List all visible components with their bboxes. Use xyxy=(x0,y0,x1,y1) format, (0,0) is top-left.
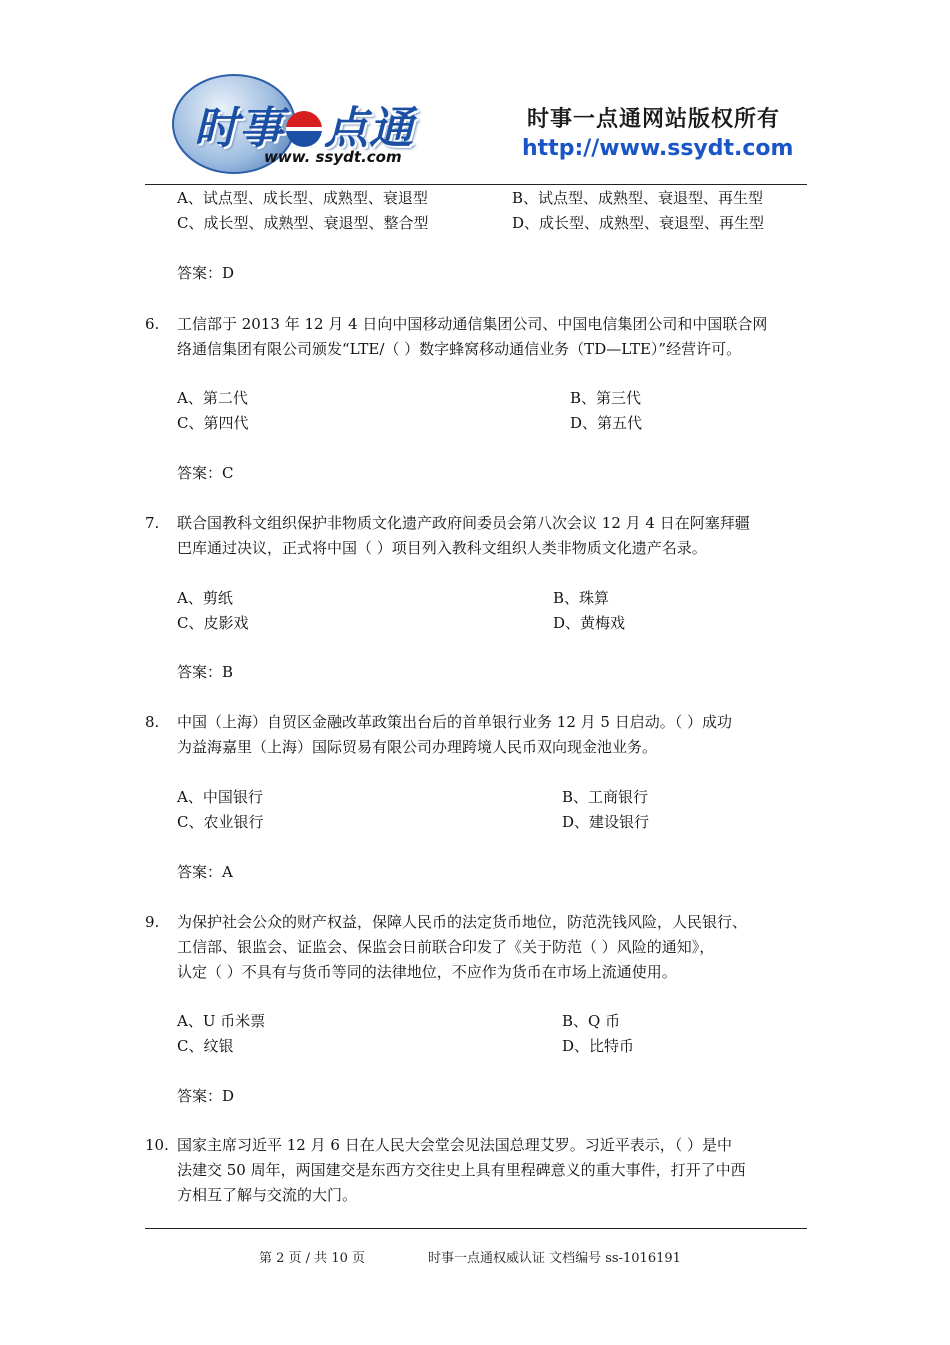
question-text-line: 巴库通过决议，正式将中国（ ）项目列入教科文组织人类非物质文化遗产名录。 xyxy=(177,539,707,557)
prev-option-b: B、试点型、成熟型、衰退型、再生型 xyxy=(512,189,764,207)
option-c: C、纹银 xyxy=(177,1037,234,1055)
prev-option-d: D、成长型、成熟型、衰退型、再生型 xyxy=(512,214,765,232)
question-number: 7. xyxy=(145,514,160,532)
prev-option-c: C、成长型、成熟型、衰退型、整合型 xyxy=(177,214,429,232)
option-c: C、农业银行 xyxy=(177,813,264,831)
document-certification: 时事一点通权威认证 文档编号 ss-1016191 xyxy=(428,1251,681,1266)
answer: 答案：C xyxy=(177,464,234,482)
question-number: 9. xyxy=(145,913,160,931)
question-text-line: 为保护社会公众的财产权益，保障人民币的法定货币地位，防范洗钱风险，人民银行、 xyxy=(177,913,748,931)
option-d: D、建设银行 xyxy=(562,813,650,831)
footer-divider xyxy=(145,1228,807,1229)
logo-wordmark-prefix: 时事 xyxy=(194,103,284,154)
option-a: A、第二代 xyxy=(177,389,248,407)
option-b: B、工商银行 xyxy=(562,788,649,806)
answer: 答案：B xyxy=(177,663,234,681)
logo-wordmark xyxy=(194,92,414,156)
option-b: B、第三代 xyxy=(570,389,642,407)
prev-option-a: A、试点型、成长型、成熟型、衰退型 xyxy=(177,189,428,207)
option-d: D、黄梅戏 xyxy=(553,614,626,632)
option-d: D、比特币 xyxy=(562,1037,635,1055)
option-b: B、珠算 xyxy=(553,589,610,607)
question-number: 8. xyxy=(145,713,160,731)
logo-dot-icon xyxy=(286,111,322,147)
option-b: B、Q 币 xyxy=(562,1012,621,1030)
option-c: C、皮影戏 xyxy=(177,614,249,632)
prev-answer: 答案：D xyxy=(177,264,235,282)
option-a: A、U 币米票 xyxy=(177,1012,266,1030)
question-number: 10. xyxy=(145,1136,169,1154)
answer: 答案：D xyxy=(177,1087,235,1105)
option-a: A、剪纸 xyxy=(177,589,233,607)
question-text-line: 认定（ ）不具有与货币等同的法律地位，不应作为货币在市场上流通使用。 xyxy=(177,963,677,981)
page-number: 第 2 页 / 共 10 页 xyxy=(259,1251,365,1266)
logo-wordmark-suffix: 点通 xyxy=(324,103,414,154)
answer: 答案：A xyxy=(177,863,233,881)
question-text-line: 中国（上海）自贸区金融改革政策出台后的首单银行业务 12 月 5 日启动。（ ）成功 xyxy=(177,713,732,731)
question-text-line: 联合国教科文组织保护非物质文化遗产政府间委员会第八次会议 12 月 4 日在阿塞拜疆 xyxy=(177,514,750,532)
header-divider xyxy=(145,184,807,185)
question-text-line: 法建交 50 周年，两国建交是东西方交往史上具有里程碑意义的重大事件，打开了中西 xyxy=(177,1161,746,1179)
option-d: D、第五代 xyxy=(570,414,643,432)
option-a: A、中国银行 xyxy=(177,788,263,806)
question-text-line: 工信部、银监会、证监会、保监会日前联合印发了《关于防范（ ）风险的通知》， xyxy=(177,938,715,956)
logo-url: www. ssydt.com xyxy=(264,148,402,166)
question-number: 6. xyxy=(145,315,160,333)
site-logo xyxy=(172,70,442,182)
question-text-line: 工信部于 2013 年 12 月 4 日向中国移动通信集团公司、中国电信集团公司和中国联合网 xyxy=(177,315,768,333)
question-text-line: 为益海嘉里（上海）国际贸易有限公司办理跨境人民币双向现金池业务。 xyxy=(177,738,658,756)
question-text-line: 方相互了解与交流的大门。 xyxy=(177,1186,358,1204)
brand-url-link[interactable]: http://www.ssydt.com xyxy=(522,136,794,161)
option-c: C、第四代 xyxy=(177,414,249,432)
question-text-line: 国家主席习近平 12 月 6 日在人民大会堂会见法国总理艾罗。习近平表示，（ ）是中 xyxy=(177,1136,732,1154)
question-text-line: 络通信集团有限公司颁发“LTE/（ ）数字蜂窝移动通信业务（TD—LTE）”经营许可。 xyxy=(177,340,742,358)
brand-title: 时事一点通网站版权所有 xyxy=(527,107,781,132)
